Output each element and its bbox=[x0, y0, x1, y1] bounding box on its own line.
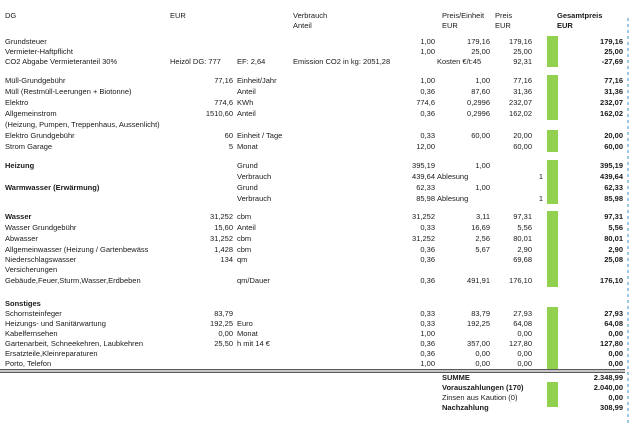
cell-label: Ersatzteile,Kleinreparaturen bbox=[5, 349, 98, 358]
cell-label: Heizung bbox=[5, 161, 35, 170]
cell-verb: 0,33 bbox=[420, 131, 435, 140]
cell-label: Allgemeinstrom bbox=[5, 109, 57, 118]
cell-label: Grundsteuer bbox=[5, 37, 47, 46]
cell-amt: 774,6 bbox=[214, 98, 233, 107]
cell-label: Porto, Telefon bbox=[5, 359, 52, 368]
summary-label: SUMME bbox=[442, 373, 470, 382]
cell-preis: 176,10 bbox=[509, 276, 532, 285]
summary-value: 2.348,99 bbox=[593, 373, 623, 382]
cell-unit: Monat bbox=[237, 142, 258, 151]
summary-label: Vorauszahlungen (170) bbox=[442, 383, 524, 392]
cell-amt: 1510,60 bbox=[205, 109, 233, 118]
cell-pe-left: Kosten €/t:45 bbox=[437, 57, 482, 66]
cell-unit: qm bbox=[237, 255, 248, 264]
summary-row bbox=[0, 383, 632, 393]
cell-verb: 0,36 bbox=[420, 87, 435, 96]
cell-label: CO2 Abgabe Vermieteranteil 30% bbox=[5, 57, 118, 66]
summary-label: Zinsen aus Kaution (0) bbox=[442, 393, 518, 402]
cell-preis: 80,01 bbox=[513, 234, 532, 243]
cell-pe: 491,91 bbox=[467, 276, 490, 285]
cell-verb: 1,00 bbox=[420, 359, 435, 368]
summary-row bbox=[0, 373, 632, 383]
cell-pe: 16,69 bbox=[471, 223, 490, 232]
cell-verb: 0,36 bbox=[420, 255, 435, 264]
cell-verb-left: Emission CO2 in kg: 2051,28 bbox=[293, 57, 391, 66]
cell-label: Sonstiges bbox=[5, 299, 41, 308]
cell-verb: 12,00 bbox=[416, 142, 435, 151]
column-header-eur: EUR bbox=[170, 11, 186, 20]
cell-total: 395,19 bbox=[600, 161, 623, 170]
cell-total: 176,10 bbox=[600, 276, 623, 285]
cell-verb: 0,36 bbox=[420, 109, 435, 118]
cell-unit: Einheit/Jahr bbox=[237, 76, 277, 85]
group-highlight-bar bbox=[547, 307, 558, 372]
column-header-gesamtpreis: Gesamtpreis bbox=[557, 11, 603, 20]
table-row bbox=[0, 359, 632, 369]
group-highlight-bar bbox=[547, 36, 558, 67]
cell-label: Schornsteinfeger bbox=[5, 309, 62, 318]
table-row bbox=[0, 319, 632, 329]
table-row bbox=[0, 309, 632, 319]
group-highlight-bar bbox=[547, 75, 558, 120]
cell-pe: 5,67 bbox=[475, 245, 490, 254]
table-row bbox=[0, 255, 632, 265]
cell-amt: 77,16 bbox=[214, 76, 233, 85]
cell-preis: 97,31 bbox=[513, 212, 532, 221]
table-row bbox=[0, 57, 632, 67]
cell-total: 0,00 bbox=[608, 359, 623, 368]
cell-unit: Einheit / Tage bbox=[237, 131, 283, 140]
cell-verb: 0,33 bbox=[420, 309, 435, 318]
cell-verb: 0,36 bbox=[420, 276, 435, 285]
cell-total: 62,33 bbox=[604, 183, 623, 192]
table-row bbox=[0, 142, 632, 152]
table-row bbox=[0, 172, 632, 182]
cell-pe: 1,00 bbox=[475, 76, 490, 85]
table-row bbox=[0, 37, 632, 47]
table-row bbox=[0, 223, 632, 233]
cell-preis: 77,16 bbox=[513, 76, 532, 85]
cell-verb: 0,36 bbox=[420, 245, 435, 254]
table-row bbox=[0, 299, 632, 309]
cell-total: 77,16 bbox=[604, 76, 623, 85]
table-row bbox=[0, 339, 632, 349]
cell-label: Müll (Restmüll-Leerungen + Biotonne) bbox=[5, 87, 132, 96]
cell-pe: 25,00 bbox=[471, 47, 490, 56]
cell-label: Allgemeinwasser (Heizung / Gartenbewäss bbox=[5, 245, 149, 254]
table-row bbox=[0, 349, 632, 359]
table-row bbox=[0, 234, 632, 244]
group-highlight-bar bbox=[547, 130, 558, 152]
summary-row bbox=[0, 393, 632, 403]
cell-verb: 31,252 bbox=[412, 234, 435, 243]
summary-value: 2.040,00 bbox=[593, 383, 623, 392]
cell-pe: 357,00 bbox=[467, 339, 490, 348]
table-row bbox=[0, 131, 632, 141]
cell-label: Müll-Grundgebühr bbox=[5, 76, 66, 85]
cell-unit: Anteil bbox=[237, 109, 256, 118]
column-header-anteil: Anteil bbox=[293, 21, 312, 30]
cell-total: 20,00 bbox=[604, 131, 623, 140]
column-header-preis: Preis bbox=[495, 11, 513, 20]
cell-verb: 31,252 bbox=[412, 212, 435, 221]
cell-verb: 0,36 bbox=[420, 349, 435, 358]
cell-verb: 1,00 bbox=[420, 329, 435, 338]
table-row bbox=[0, 194, 632, 204]
group-highlight-bar bbox=[547, 211, 558, 287]
cell-preis: 0,00 bbox=[517, 359, 532, 368]
cell-pe: 87,60 bbox=[471, 87, 490, 96]
cell-preis: 60,00 bbox=[513, 142, 532, 151]
cell-label: Elektro bbox=[5, 98, 29, 107]
cell-amt: 192,25 bbox=[210, 319, 233, 328]
cell-verb: 0,33 bbox=[420, 319, 435, 328]
cell-preis: 31,36 bbox=[513, 87, 532, 96]
cell-pe: 3,11 bbox=[475, 212, 490, 221]
cell-unit: Grund bbox=[237, 161, 258, 170]
table-row bbox=[0, 98, 632, 108]
cell-total: 439,64 bbox=[600, 172, 623, 181]
cell-pe: 0,00 bbox=[475, 349, 490, 358]
cell-total: 232,07 bbox=[600, 98, 623, 107]
cell-amt: 1,428 bbox=[214, 245, 233, 254]
cell-total: 179,16 bbox=[600, 37, 623, 46]
table-row bbox=[0, 276, 632, 286]
cell-unit: KWh bbox=[237, 98, 254, 107]
column-header-dg: DG bbox=[5, 11, 17, 20]
cell-verb: 0,33 bbox=[420, 223, 435, 232]
cell-unit: Anteil bbox=[237, 87, 256, 96]
cell-pe: 0,00 bbox=[475, 359, 490, 368]
cell-amt: 134 bbox=[220, 255, 233, 264]
cell-unit: Grund bbox=[237, 183, 258, 192]
cell-label: Versicherungen bbox=[5, 265, 58, 274]
cell-verb: 85,98 bbox=[416, 194, 435, 203]
cell-unit: h mit 14 € bbox=[237, 339, 270, 348]
cell-amt: 31,252 bbox=[210, 234, 233, 243]
cell-marker: 1 bbox=[538, 194, 543, 203]
table-row bbox=[0, 47, 632, 57]
summary-row bbox=[0, 403, 632, 413]
cell-unit: EF: 2,64 bbox=[237, 57, 266, 66]
column-header-preis-einheit: Preis/Einheit bbox=[442, 11, 485, 20]
cell-label: Wasser Grundgebühr bbox=[5, 223, 77, 232]
cell-preis: 232,07 bbox=[509, 98, 532, 107]
cell-total: 31,36 bbox=[604, 87, 623, 96]
cell-preis: 179,16 bbox=[509, 37, 532, 46]
summary-value: 0,00 bbox=[608, 393, 623, 402]
cell-amt: 60 bbox=[224, 131, 233, 140]
cell-amt: 31,252 bbox=[210, 212, 233, 221]
cell-total: 60,00 bbox=[604, 142, 623, 151]
table-row bbox=[0, 120, 632, 130]
cell-label: (Heizung, Pumpen, Treppenhaus, Aussenlicht) bbox=[5, 120, 160, 129]
cell-total: 80,01 bbox=[604, 234, 623, 243]
cell-verb: 0,36 bbox=[420, 339, 435, 348]
cell-label: Gartenarbeit, Schneekehren, Laubkehren bbox=[5, 339, 144, 348]
cell-unit: qm/Dauer bbox=[237, 276, 270, 285]
group-highlight-bar bbox=[547, 160, 558, 204]
table-row bbox=[0, 183, 632, 193]
cell-pe-left: Ablesung bbox=[437, 194, 469, 203]
cell-unit: Anteil bbox=[237, 223, 256, 232]
summary-value: 308,99 bbox=[600, 403, 623, 412]
cell-pe: 83,79 bbox=[471, 309, 490, 318]
cell-unit: Monat bbox=[237, 329, 258, 338]
cell-label: Kabelfernsehen bbox=[5, 329, 58, 338]
cell-total: 25,08 bbox=[604, 255, 623, 264]
cell-amt: 0,00 bbox=[218, 329, 233, 338]
cell-preis: 162,02 bbox=[509, 109, 532, 118]
cell-total: 0,00 bbox=[608, 329, 623, 338]
cell-total: 64,08 bbox=[604, 319, 623, 328]
cell-total: 97,31 bbox=[604, 212, 623, 221]
cell-preis: 2,90 bbox=[517, 245, 532, 254]
table-row bbox=[0, 87, 632, 97]
cell-preis: 64,08 bbox=[513, 319, 532, 328]
cell-unit: cbm bbox=[237, 234, 252, 243]
table-row bbox=[0, 245, 632, 255]
cell-preis: 92,31 bbox=[513, 57, 532, 66]
table-row bbox=[0, 212, 632, 222]
cell-total: 25,00 bbox=[604, 47, 623, 56]
cell-amt: 15,60 bbox=[214, 223, 233, 232]
cell-amt: 5 bbox=[228, 142, 233, 151]
cell-total: 2,90 bbox=[608, 245, 623, 254]
cell-pe: 192,25 bbox=[467, 319, 490, 328]
cell-preis: 27,93 bbox=[513, 309, 532, 318]
cell-label: Abwasser bbox=[5, 234, 38, 243]
cell-verb: 62,33 bbox=[416, 183, 435, 192]
cell-verb: 1,00 bbox=[420, 37, 435, 46]
cell-total: 127,80 bbox=[600, 339, 623, 348]
cell-total: 162,02 bbox=[600, 109, 623, 118]
cell-verb: 1,00 bbox=[420, 76, 435, 85]
cell-label: Niederschlagswasser bbox=[5, 255, 77, 264]
cell-label: Wasser bbox=[5, 212, 32, 221]
column-header-gesamtpreis-eur: EUR bbox=[557, 21, 573, 30]
cell-preis: 20,00 bbox=[513, 131, 532, 140]
cell-amt-left: Heizöl DG: 777 bbox=[170, 57, 221, 66]
cell-preis: 69,68 bbox=[513, 255, 532, 264]
cell-pe: 1,00 bbox=[475, 183, 490, 192]
cell-amt: 25,50 bbox=[214, 339, 233, 348]
cell-unit: cbm bbox=[237, 245, 252, 254]
cell-preis: 0,00 bbox=[517, 329, 532, 338]
cell-verb: 395,19 bbox=[412, 161, 435, 170]
cell-label: Elektro Grundgebühr bbox=[5, 131, 75, 140]
table-row bbox=[0, 329, 632, 339]
cell-unit: Verbrauch bbox=[237, 194, 272, 203]
cell-pe: 60,00 bbox=[471, 131, 490, 140]
cell-total: 5,56 bbox=[608, 223, 623, 232]
cell-verb: 1,00 bbox=[420, 47, 435, 56]
table-row bbox=[0, 109, 632, 119]
cell-pe-left: Ablesung bbox=[437, 172, 469, 181]
cell-label: Heizungs- und Sanitärwartung bbox=[5, 319, 106, 328]
cell-verb: 774,6 bbox=[416, 98, 435, 107]
cell-preis: 5,56 bbox=[517, 223, 532, 232]
cell-preis: 127,80 bbox=[509, 339, 532, 348]
cell-pe: 179,16 bbox=[467, 37, 490, 46]
cell-label: Warmwasser (Erwärmung) bbox=[5, 183, 100, 192]
cell-pe: 0,2996 bbox=[467, 109, 490, 118]
cell-amt: 83,79 bbox=[214, 309, 233, 318]
cell-preis: 25,00 bbox=[513, 47, 532, 56]
cell-label: Vermieter-Haftpflicht bbox=[5, 47, 73, 56]
cell-verb: 439,64 bbox=[412, 172, 435, 181]
cell-pe: 0,2996 bbox=[467, 98, 490, 107]
page-break-line bbox=[627, 18, 629, 426]
cell-unit: Euro bbox=[237, 319, 253, 328]
cell-total: 85,98 bbox=[604, 194, 623, 203]
column-header-preis-einheit-eur: EUR bbox=[442, 21, 458, 30]
cell-unit: Verbrauch bbox=[237, 172, 272, 181]
cell-total: -27,69 bbox=[601, 57, 623, 66]
cell-preis: 0,00 bbox=[517, 349, 532, 358]
column-header-preis-eur: EUR bbox=[495, 21, 511, 30]
column-header-verbrauch: Verbrauch bbox=[293, 11, 328, 20]
cell-marker: 1 bbox=[538, 172, 543, 181]
cell-pe: 2,56 bbox=[475, 234, 490, 243]
cell-total: 27,93 bbox=[604, 309, 623, 318]
cell-unit: cbm bbox=[237, 212, 252, 221]
cell-label: Gebäude,Feuer,Sturm,Wasser,Erdbeben bbox=[5, 276, 141, 285]
table-row bbox=[0, 265, 632, 275]
table-row bbox=[0, 76, 632, 86]
cell-label: Strom Garage bbox=[5, 142, 53, 151]
table-row bbox=[0, 161, 632, 171]
summary-label: Nachzahlung bbox=[442, 403, 489, 412]
cell-pe: 1,00 bbox=[475, 161, 490, 170]
cell-total: 0,00 bbox=[608, 349, 623, 358]
